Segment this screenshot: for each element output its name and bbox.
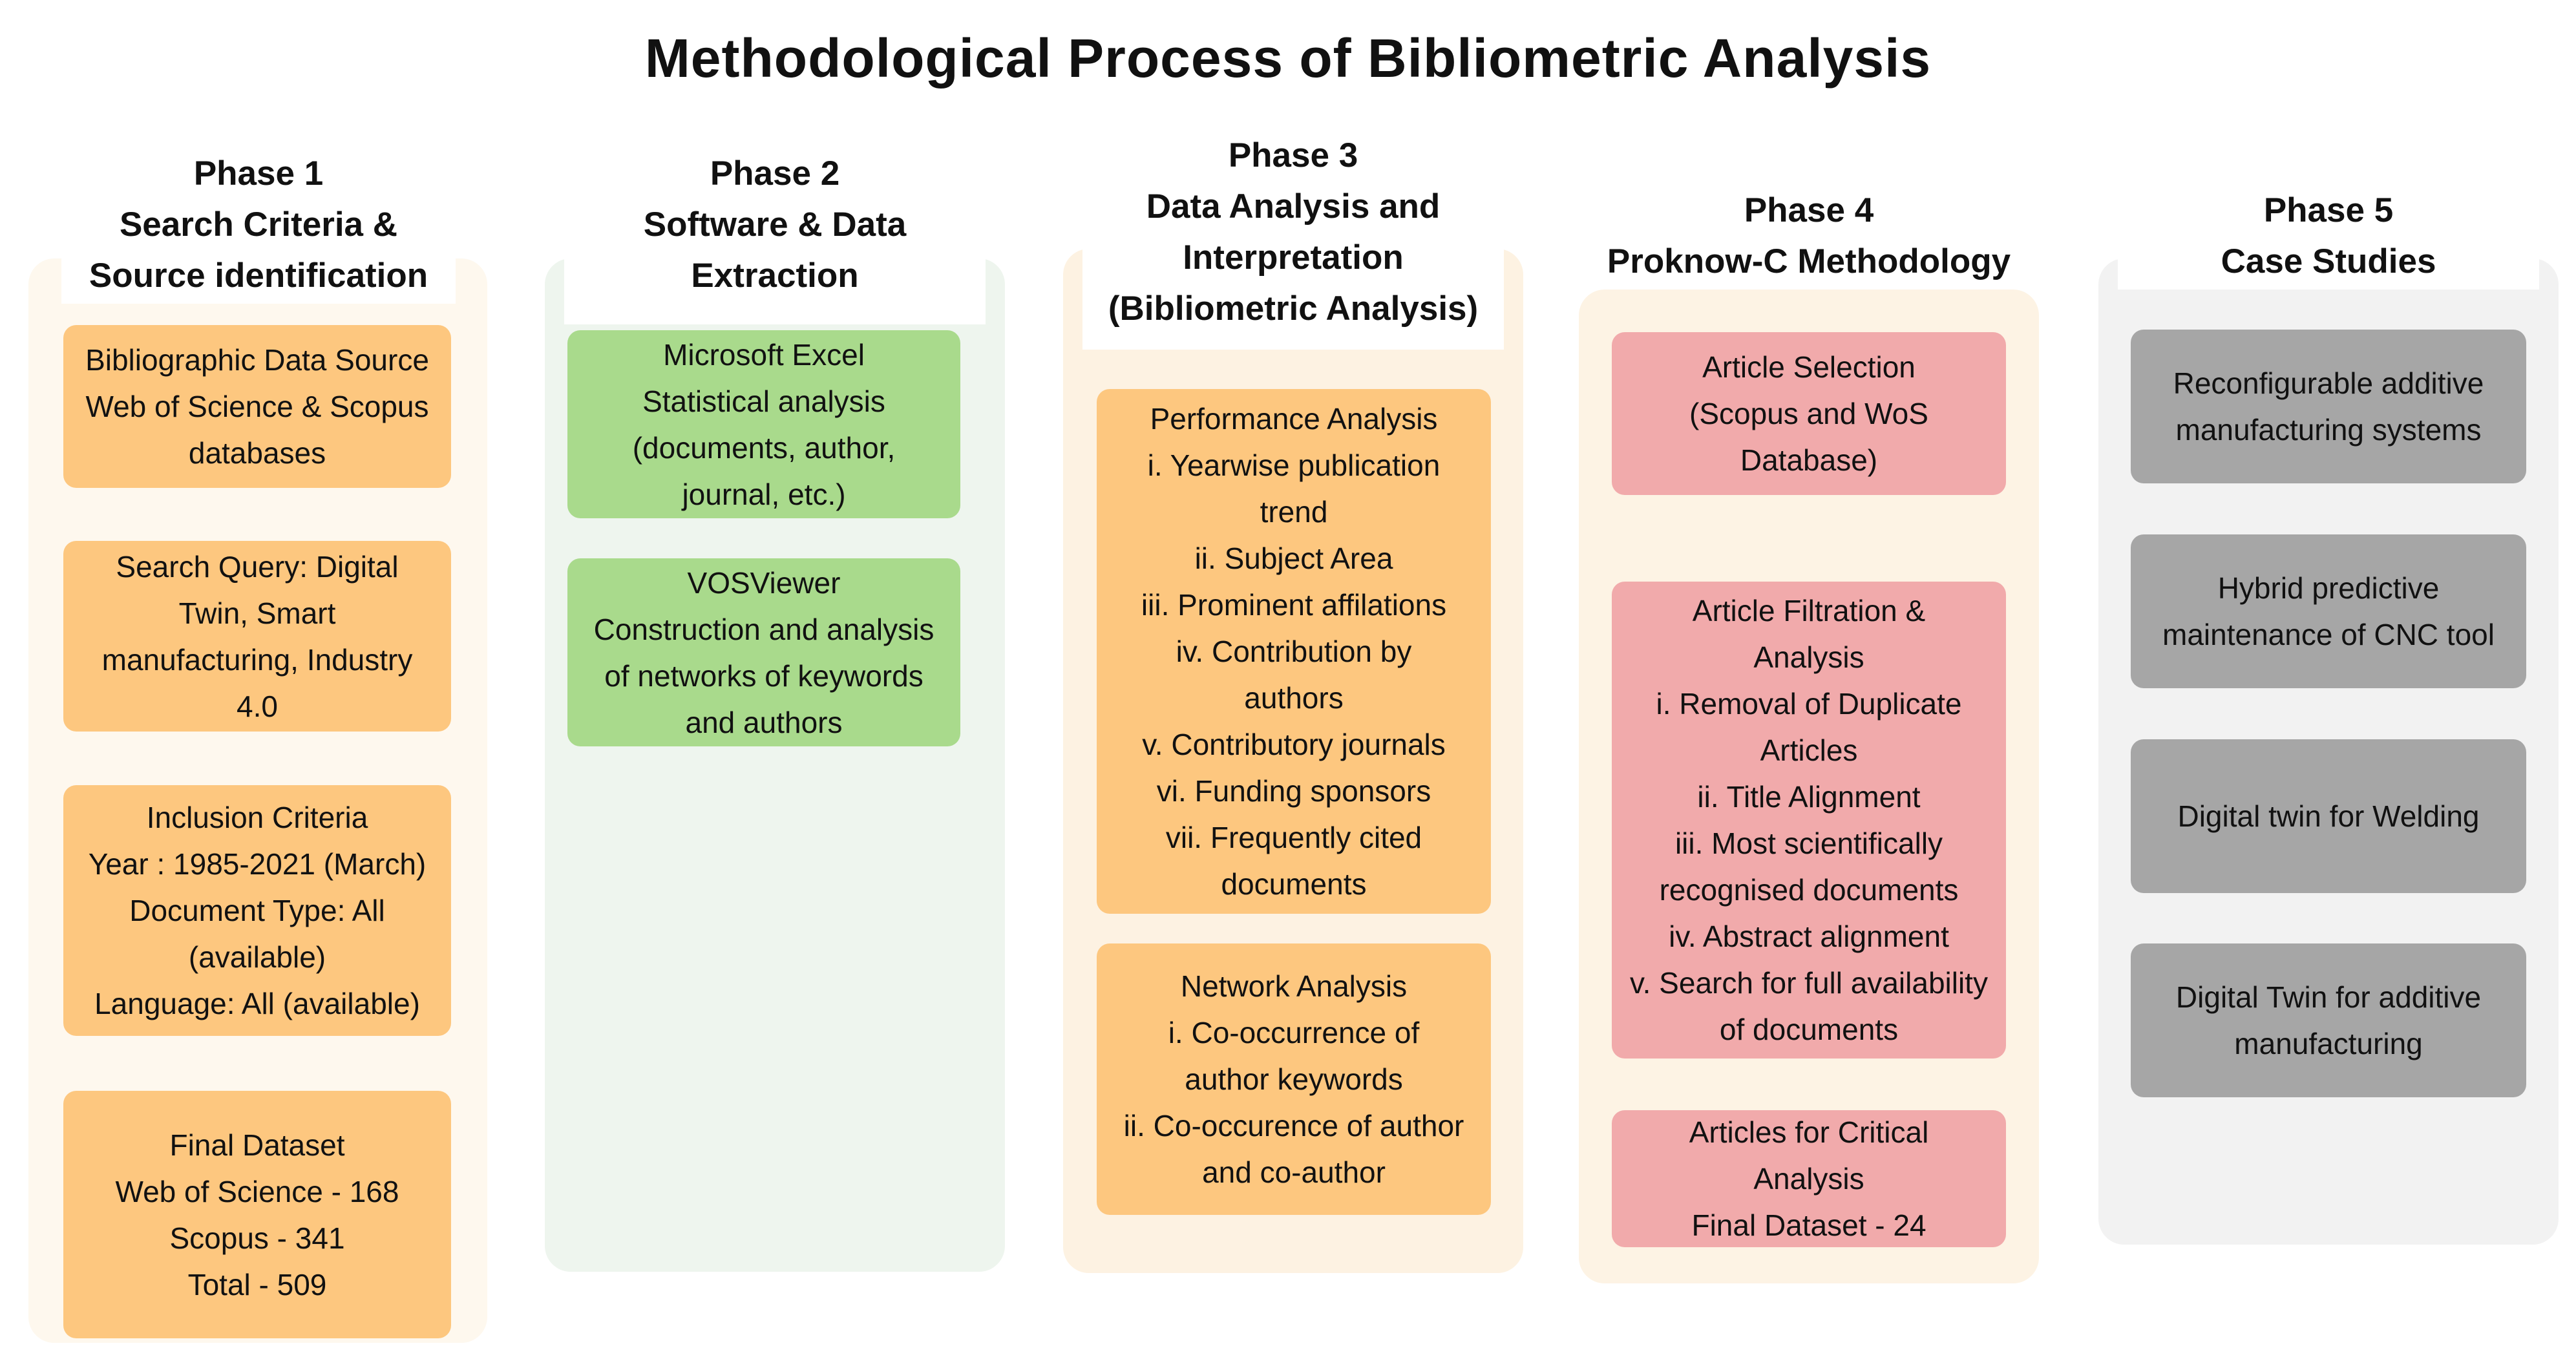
box-line: Articles — [1760, 733, 1858, 767]
phase-4-heading-line: Phase 4 — [1744, 191, 1874, 229]
phase-4-heading-line: Proknow-C Methodology — [1607, 242, 2011, 280]
box-line: Final Dataset — [169, 1128, 345, 1162]
box-line: Microsoft Excel — [663, 337, 865, 372]
box-line: Web of Science - 168 — [115, 1174, 399, 1208]
phase-4-heading — [1596, 180, 2022, 290]
phase-3-heading-line: Data Analysis and — [1146, 187, 1441, 226]
box-line: v. Search for full availability — [1630, 966, 1988, 1000]
box-line: Bibliographic Data Source — [85, 343, 429, 377]
phase-1-heading-line: Phase 1 — [193, 154, 324, 193]
phase-5-box-digital-twin-welding — [2131, 739, 2526, 893]
box-line: ii. Co-occurence of author — [1123, 1109, 1464, 1143]
box-line: trend — [1260, 495, 1328, 529]
phase-5-heading-line: Phase 5 — [2263, 191, 2394, 229]
box-line: iii. Prominent affilations — [1141, 588, 1447, 622]
box-line: authors — [1244, 681, 1344, 715]
box-line: iv. Contribution by — [1176, 635, 1412, 668]
box-line: Database) — [1740, 443, 1878, 477]
phase-4-box-article-filtration — [1612, 582, 2006, 1059]
box-line: i. Removal of Duplicate — [1656, 687, 1962, 721]
box-line: Analysis — [1753, 640, 1864, 674]
phase-5-heading-line: Case Studies — [2221, 242, 2436, 280]
box-line: databases — [188, 436, 326, 470]
box-line: Final Dataset - 24 — [1691, 1208, 1927, 1242]
box-line: Network Analysis — [1180, 969, 1408, 1003]
box-line: (documents, author, — [632, 430, 896, 465]
box-line: Articles for Critical — [1689, 1115, 1929, 1149]
phase-1-box-search-query — [63, 541, 451, 732]
box-line: author keywords — [1185, 1062, 1403, 1096]
phase-2-heading-line: Extraction — [691, 257, 859, 295]
phase-1-box-data-source — [63, 325, 451, 488]
phase-5-box-reconfigurable-additive — [2131, 330, 2526, 483]
box-line: Reconfigurable additive — [2173, 366, 2484, 400]
box-line: ii. Subject Area — [1194, 542, 1393, 575]
box-line: manufacturing, Industry — [101, 642, 413, 677]
box-line: journal, etc.) — [682, 477, 846, 511]
box-line: iii. Most scientifically — [1674, 827, 1943, 860]
box-line: Inclusion Criteria — [146, 801, 368, 834]
phase-1-heading — [61, 149, 456, 304]
box-line: manufacturing systems — [2175, 413, 2482, 447]
phase-2-heading — [564, 149, 986, 324]
box-line: iv. Abstract alignment — [1669, 920, 1949, 953]
box-line: vi. Funding sponsors — [1156, 774, 1431, 808]
phase-2-heading-line: Software & Data — [643, 205, 907, 244]
box-line: Search Query: Digital — [116, 549, 399, 584]
box-line: Digital Twin for additive — [2175, 980, 2482, 1014]
phase-2-heading-line: Phase 2 — [710, 154, 840, 193]
phase-1-heading-line: Source identification — [89, 257, 428, 295]
box-line: recognised documents — [1659, 873, 1959, 907]
box-line: Scopus - 341 — [169, 1221, 345, 1255]
phase-4-box-critical-analysis — [1612, 1110, 2006, 1247]
phase-5-box-hybrid-predictive — [2131, 534, 2526, 688]
box-line: Hybrid predictive — [2217, 571, 2440, 605]
box-line: 4.0 — [237, 689, 278, 723]
box-line: i. Co-occurrence of — [1168, 1016, 1420, 1049]
phase-1-heading-line: Search Criteria & — [119, 205, 398, 244]
box-line: of documents — [1719, 1013, 1899, 1046]
phase-2-box-microsoft-excel — [567, 330, 960, 518]
box-line: and authors — [685, 705, 843, 739]
box-line: Twin, Smart — [178, 596, 336, 630]
phase-3-box-performance-analysis — [1097, 389, 1491, 914]
box-line: Article Filtration & — [1692, 594, 1926, 627]
page-title: Methodological Process of Bibliometric Analysis — [644, 28, 1932, 89]
box-line: documents — [1221, 867, 1367, 901]
box-line: Language: All (available) — [94, 987, 420, 1020]
phase-3-heading — [1082, 127, 1504, 350]
phase-5-box-digital-twin-additive — [2131, 943, 2526, 1097]
phase-3-heading-line: Phase 3 — [1228, 136, 1358, 174]
box-line: (Scopus and WoS — [1689, 397, 1928, 430]
box-line: Performance Analysis — [1150, 402, 1438, 436]
box-line: Year : 1985-2021 (March) — [88, 847, 427, 881]
box-line: i. Yearwise publication — [1147, 448, 1441, 482]
box-line: vii. Frequently cited — [1165, 821, 1422, 854]
box-line: of networks of keywords — [604, 658, 924, 693]
phase-3-heading-line: (Bibliometric Analysis) — [1108, 290, 1479, 328]
phase-4-box-article-selection — [1612, 332, 2006, 495]
phase-2-box-vosviewer — [567, 558, 960, 746]
box-line: Statistical analysis — [642, 384, 885, 418]
box-line: manufacturing — [2234, 1027, 2423, 1060]
phase-1-box-inclusion-criteria — [63, 785, 451, 1036]
box-line: maintenance of CNC tool — [2162, 618, 2495, 651]
box-line: (available) — [188, 940, 326, 974]
box-line: Construction and analysis — [593, 612, 934, 646]
box-line: Document Type: All — [129, 894, 385, 927]
box-line: VOSViewer — [687, 565, 841, 600]
box-line: ii. Title Alignment — [1697, 780, 1921, 814]
box-line: Total - 509 — [187, 1267, 327, 1301]
box-line: and co-author — [1202, 1155, 1386, 1189]
box-line: Analysis — [1753, 1162, 1864, 1196]
box-line: Digital twin for Welding — [2177, 799, 2480, 833]
box-line: Web of Science & Scopus — [85, 390, 429, 423]
phase-5-heading — [2118, 180, 2539, 290]
phase-3-box-network-analysis — [1097, 943, 1491, 1215]
phase-1-box-final-dataset — [63, 1091, 451, 1338]
phase-3-heading-line: Interpretation — [1183, 238, 1404, 277]
box-line: v. Contributory journals — [1142, 728, 1446, 761]
box-line: Article Selection — [1702, 350, 1916, 384]
